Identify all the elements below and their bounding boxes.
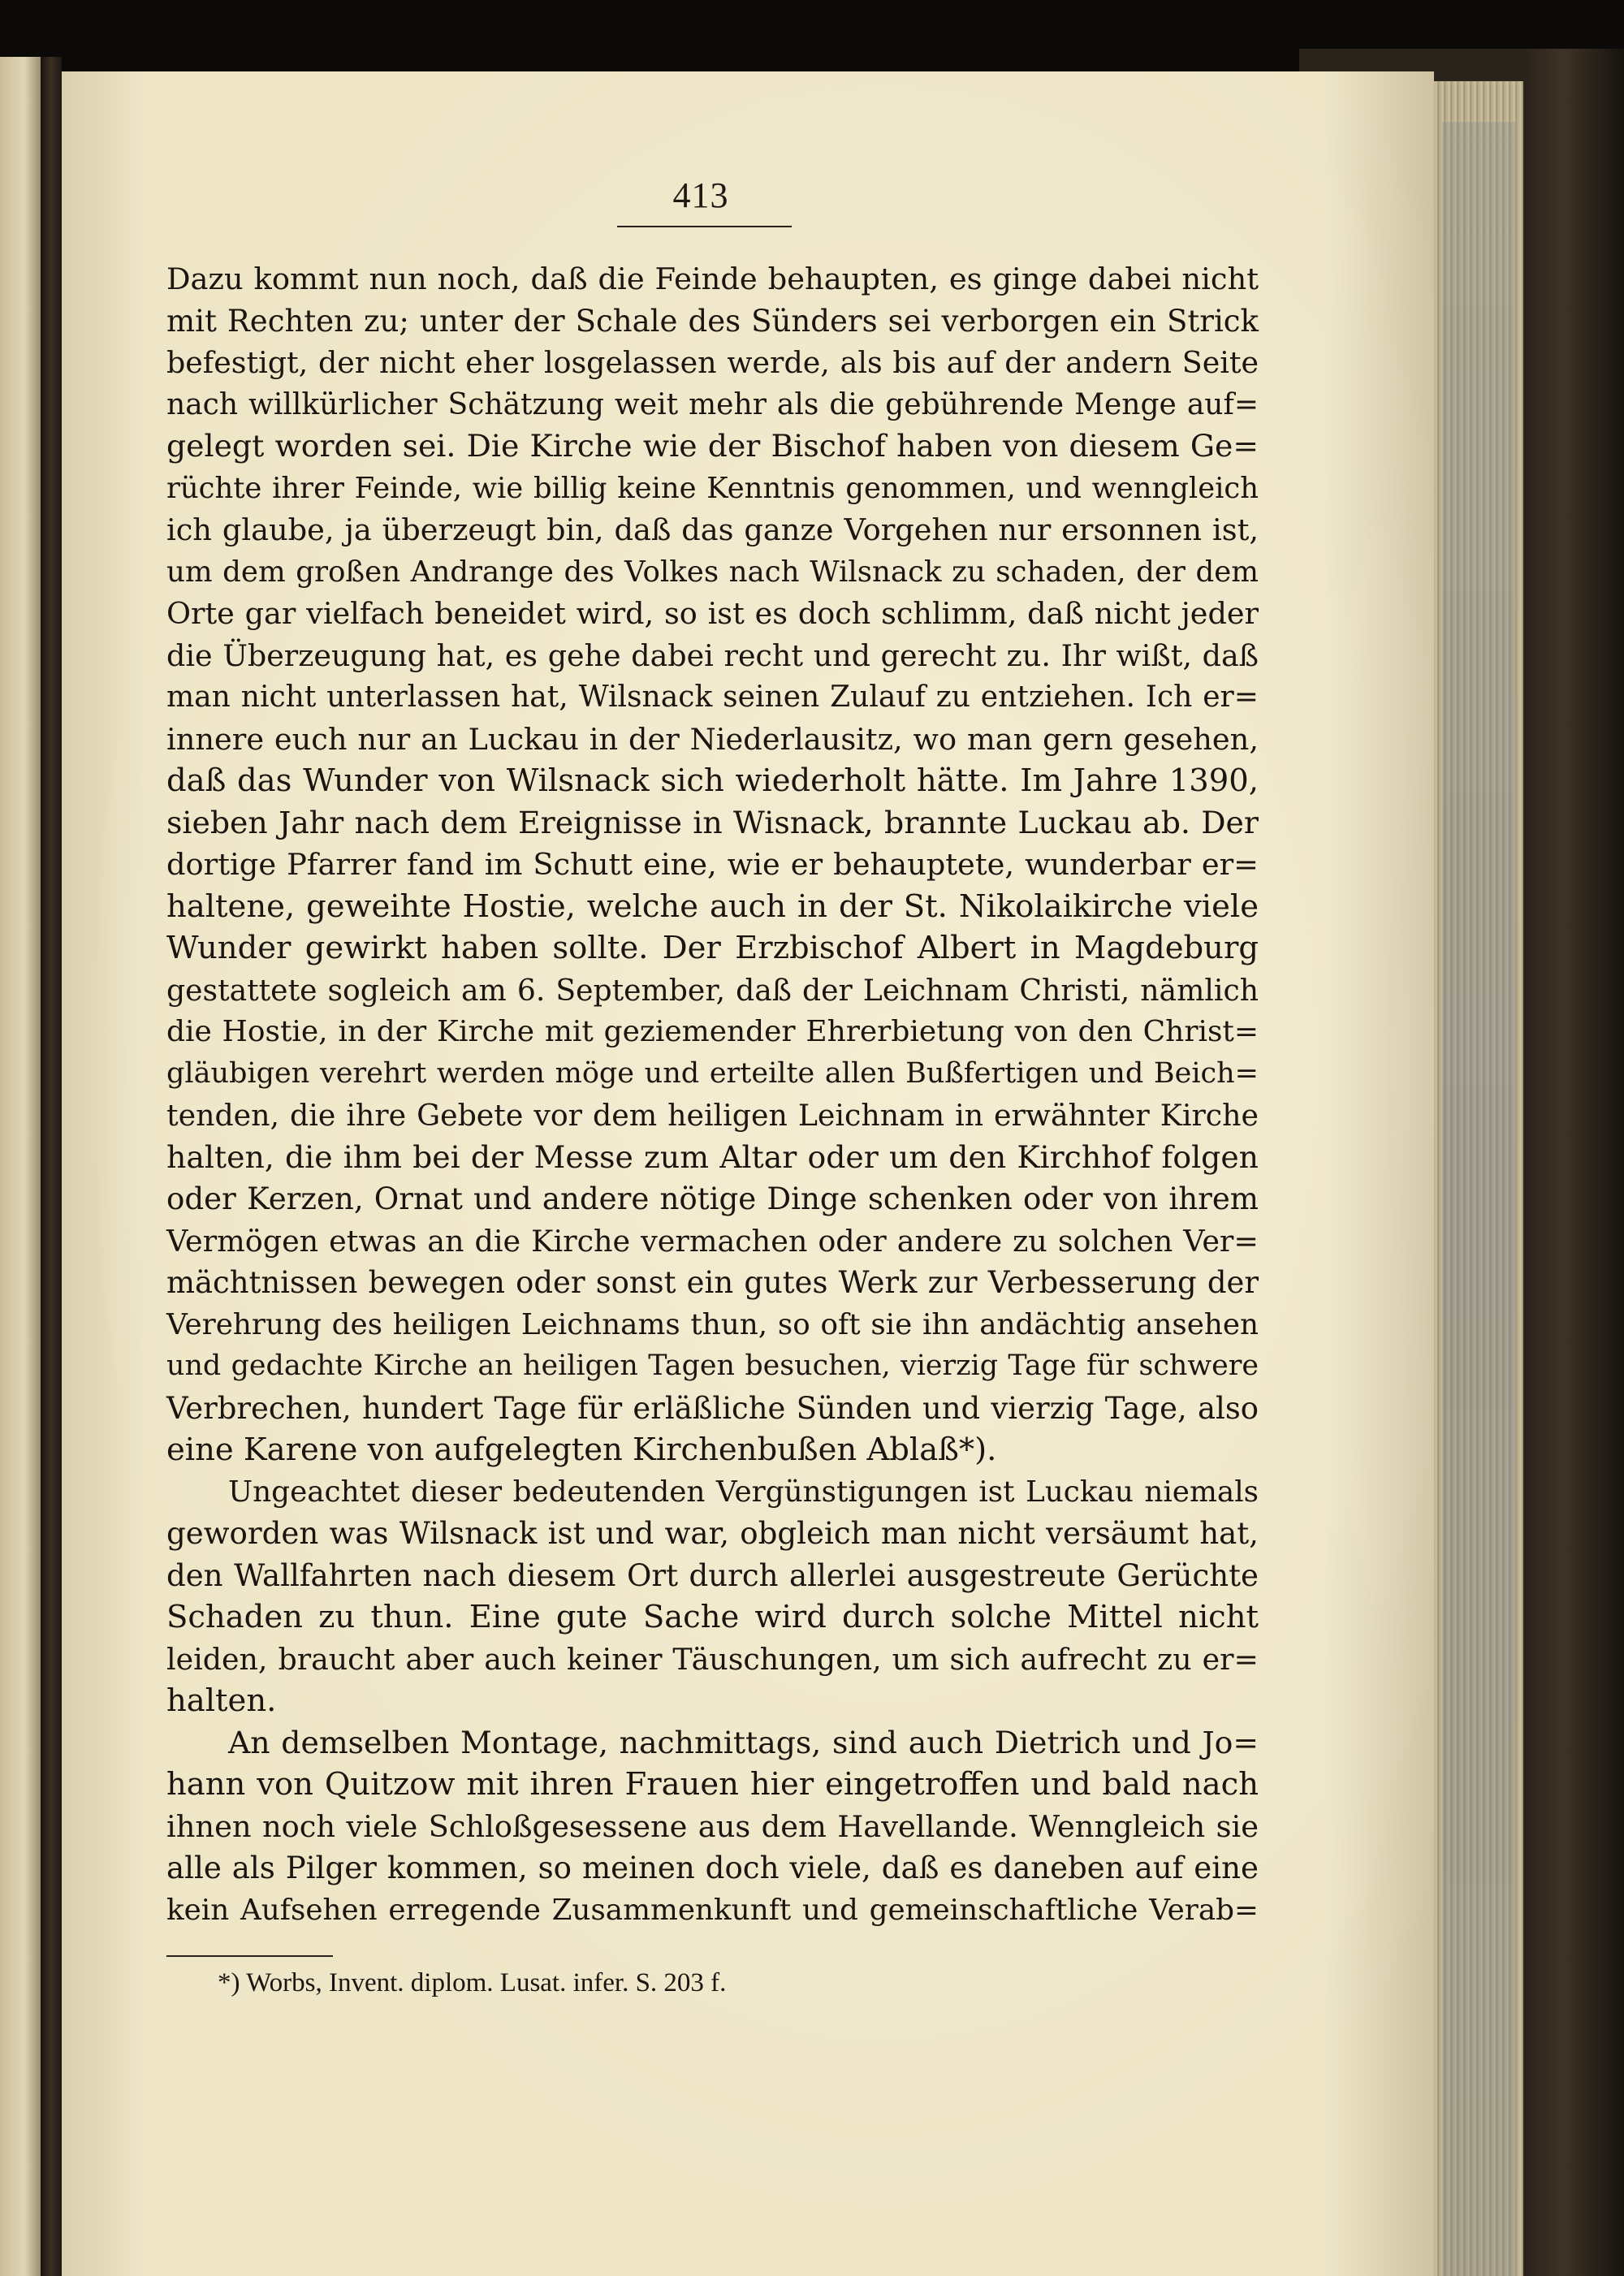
text-line: mächtnissen bewegen oder sonst ein gutes Werk zur Verbesserung der [166, 1265, 1259, 1300]
text-line: oder Kerzen, Ornat und andere nötige Dinge schenken oder von ihrem [166, 1181, 1259, 1216]
text-line: die Überzeugung hat, es gehe dabei recht und gerecht zu. Ihr wißt, daß [166, 637, 1259, 673]
text-line: Verehrung des heiligen Leichnams thun, so oft sie ihn andächtig ansehen [166, 1307, 1259, 1341]
text-line: daß das Wunder von Wilsnack sich wiederholt hätte. Im Jahre 1390, [166, 762, 1259, 799]
body-text [166, 258, 1259, 1931]
text-line: den Wallfahrten nach diesem Ort durch allerlei ausgestreute Gerüchte [166, 1557, 1259, 1593]
text-line: hann von Quitzow mit ihren Frauen hier eingetroffen und bald nach [166, 1766, 1259, 1803]
text-line: ich glaube, ja überzeugt bin, daß das ganze Vorgehen nur ersonnen ist, [166, 512, 1259, 547]
text-line: haltene, geweihte Hostie, welche auch in der St. Nikolaikirche viele [166, 888, 1259, 925]
text-line: halten. [166, 1682, 277, 1719]
text-line: Vermögen etwas an die Kirche vermachen oder andere zu solchen Ver= [166, 1223, 1259, 1259]
text-line: kein Aufsehen erregende Zusammenkunft und gemeinschaftliche Verab= [166, 1893, 1259, 1927]
text-line: Ungeachtet dieser bedeutenden Vergünstigungen ist Luckau niemals [228, 1475, 1259, 1509]
page-number: 413 [672, 175, 729, 215]
text-line: eine Karene von aufgelegten Kirchenbußen Ablaß*). [166, 1432, 997, 1468]
footnote-rule [166, 1955, 333, 1957]
text-line: ihnen noch viele Schloßgesessene aus dem Havellande. Wenngleich sie [166, 1808, 1259, 1844]
previous-page-edge [0, 57, 41, 2276]
text-line: mit Rechten zu; unter der Schale des Sünders sei verborgen ein Strick [166, 303, 1259, 339]
book-gutter [41, 57, 62, 2276]
text-line: befestigt, der nicht eher losgelassen werde, als bis auf der andern Seite [166, 345, 1259, 380]
text-line: Schaden zu thun. Eine gute Sache wird durch solche Mittel nicht [166, 1599, 1259, 1635]
text-line: geworden was Wilsnack ist und war, obgleich man nicht versäumt hat, [166, 1516, 1259, 1551]
text-line: tenden, die ihre Gebete vor dem heiligen Leichnam in erwähnter Kirche [166, 1098, 1259, 1133]
text-line: gelegt worden sei. Die Kirche wie der Bischof haben von diesem Ge= [166, 428, 1259, 464]
text-line: Dazu kommt nun noch, daß die Feinde behaupten, es ginge dabei nicht [166, 261, 1259, 296]
text-line: halten, die ihm bei der Messe zum Altar oder um den Kirchhof folgen [166, 1138, 1259, 1175]
footnote: *) Worbs, Invent. diplom. Lusat. infer. S. 203 f. [218, 1968, 727, 1997]
text-line: innere euch nur an Luckau in der Niederlausitz, wo man gern gesehen, [166, 721, 1259, 757]
page-stack-tint [1442, 122, 1515, 2276]
text-line: nach willkürlicher Schätzung weit mehr als die gebührende Menge auf= [166, 387, 1259, 421]
text-line: und gedachte Kirche an heiligen Tagen besuchen, vierzig Tage für schwere [166, 1350, 1259, 1382]
text-line: leiden, braucht aber auch keiner Täuschungen, um sich aufrecht zu er= [166, 1641, 1259, 1677]
text-line: dortige Pfarrer fand im Schutt eine, wie er behauptete, wunderbar er= [166, 847, 1259, 882]
text-line: alle als Pilger kommen, so meinen doch viele, daß es daneben auf eine [166, 1851, 1259, 1885]
page-number-rule [617, 226, 792, 227]
text-line: rüchte ihrer Feinde, wie billig keine Kenntnis genommen, und wenngleich [166, 471, 1259, 505]
text-line: sieben Jahr nach dem Ereignisse in Wisnack, brannte Luckau ab. Der [166, 804, 1259, 840]
book-cover-edge [1523, 49, 1624, 2276]
text-line: Wunder gewirkt haben sollte. Der Erzbischof Albert in Magdeburg [166, 930, 1259, 966]
text-line: die Hostie, in der Kirche mit geziemender Ehrerbietung von den Christ= [166, 1015, 1259, 1048]
text-line: Orte gar vielfach beneidet wird, so ist es doch schlimm, daß nicht jeder [166, 596, 1259, 631]
text-line: man nicht unterlassen hat, Wilsnack seinen Zulauf zu entziehen. Ich er= [166, 680, 1259, 714]
text-line: gläubigen verehrt werden möge und erteilte allen Bußfertigen und Beich= [166, 1056, 1259, 1090]
text-line: An demselben Montage, nachmittags, sind auch Dietrich und Jo= [228, 1724, 1259, 1760]
text-line: Verbrechen, hundert Tage für erläßliche Sünden und vierzig Tage, also [166, 1390, 1259, 1426]
text-line: um dem großen Andrange des Volkes nach Wilsnack zu schaden, der dem [166, 555, 1259, 589]
text-line: gestattete sogleich am 6. September, daß der Leichnam Christi, nämlich [166, 972, 1259, 1008]
